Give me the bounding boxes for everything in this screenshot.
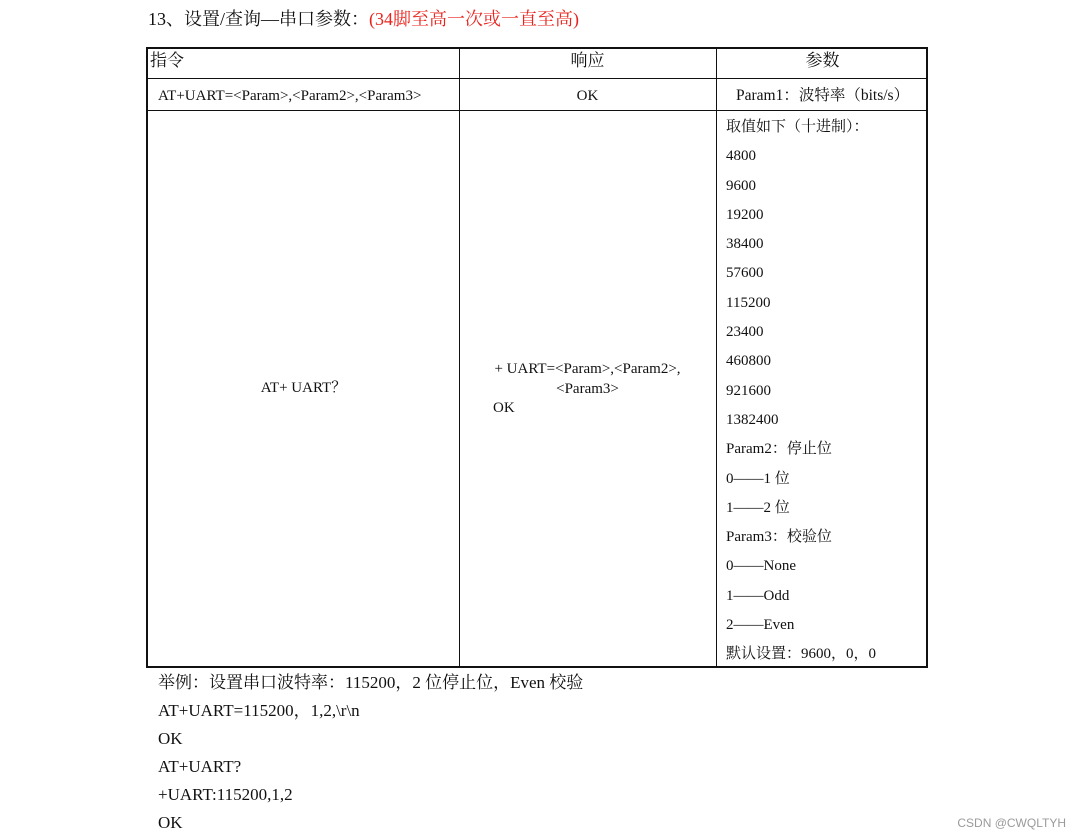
list-item: 921600 <box>726 382 771 399</box>
section-heading-title: 13、设置/查询—串口参数： <box>148 9 369 29</box>
watermark: CSDN @CWQLTYH <box>957 816 1066 830</box>
list-item: 2——Even <box>726 617 795 634</box>
header-command: 指令 <box>150 51 184 70</box>
list-item: 23400 <box>726 324 764 341</box>
list-item: 460800 <box>726 353 771 370</box>
list-item: 1382400 <box>726 411 779 428</box>
list-item: 38400 <box>726 236 764 253</box>
query-response-line2: <Param3> <box>556 381 619 397</box>
table-divider-row2 <box>148 110 926 111</box>
list-item: 19200 <box>726 206 764 223</box>
uart-params-table <box>146 47 928 668</box>
list-item: 57600 <box>726 265 764 282</box>
example-line: 举例：设置串口波特率：115200，2 位停止位，Even 校验 <box>158 673 584 692</box>
set-response-cell: OK <box>576 88 599 104</box>
example-line: +UART:115200,1,2 <box>158 785 293 804</box>
header-response: 响应 <box>570 51 605 70</box>
list-item: Param3：校验位 <box>726 529 832 546</box>
list-item: 1——2 位 <box>726 499 790 516</box>
param-values-list <box>726 113 876 670</box>
example-line: AT+UART=115200，1,2,\r\n <box>158 701 360 720</box>
query-response-ok: OK <box>493 400 515 416</box>
section-heading-note: (34脚至高一次或一直至高) <box>369 9 579 29</box>
set-command-cell: AT+UART=<Param>,<Param2>,<Param3> <box>158 88 422 104</box>
query-command-cell: AT+ UART？ <box>260 380 347 396</box>
table-divider-row1 <box>148 78 926 79</box>
section-heading <box>148 6 579 32</box>
list-item: 0——1 位 <box>726 470 790 487</box>
list-item: 默认设置：9600，0，0 <box>726 646 877 663</box>
example-line: OK <box>158 813 183 832</box>
table-divider-col2 <box>716 49 717 666</box>
list-item: 4800 <box>726 148 756 165</box>
param1-label: Param1：波特率（bits/s） <box>736 87 910 104</box>
example-line: AT+UART? <box>158 757 242 776</box>
example-block <box>158 669 583 837</box>
list-item: 9600 <box>726 177 756 194</box>
example-line: OK <box>158 729 183 748</box>
list-item: 取值如下（十进制）： <box>726 119 869 135</box>
list-item: 1——Odd <box>726 587 790 604</box>
list-item: 115200 <box>726 294 771 311</box>
list-item: 0——None <box>726 558 796 575</box>
header-params: 参数 <box>805 51 840 70</box>
query-response-line1: + UART=<Param>,<Param2>, <box>494 361 681 377</box>
table-divider-col1 <box>459 49 460 666</box>
list-item: Param2：停止位 <box>726 441 832 458</box>
